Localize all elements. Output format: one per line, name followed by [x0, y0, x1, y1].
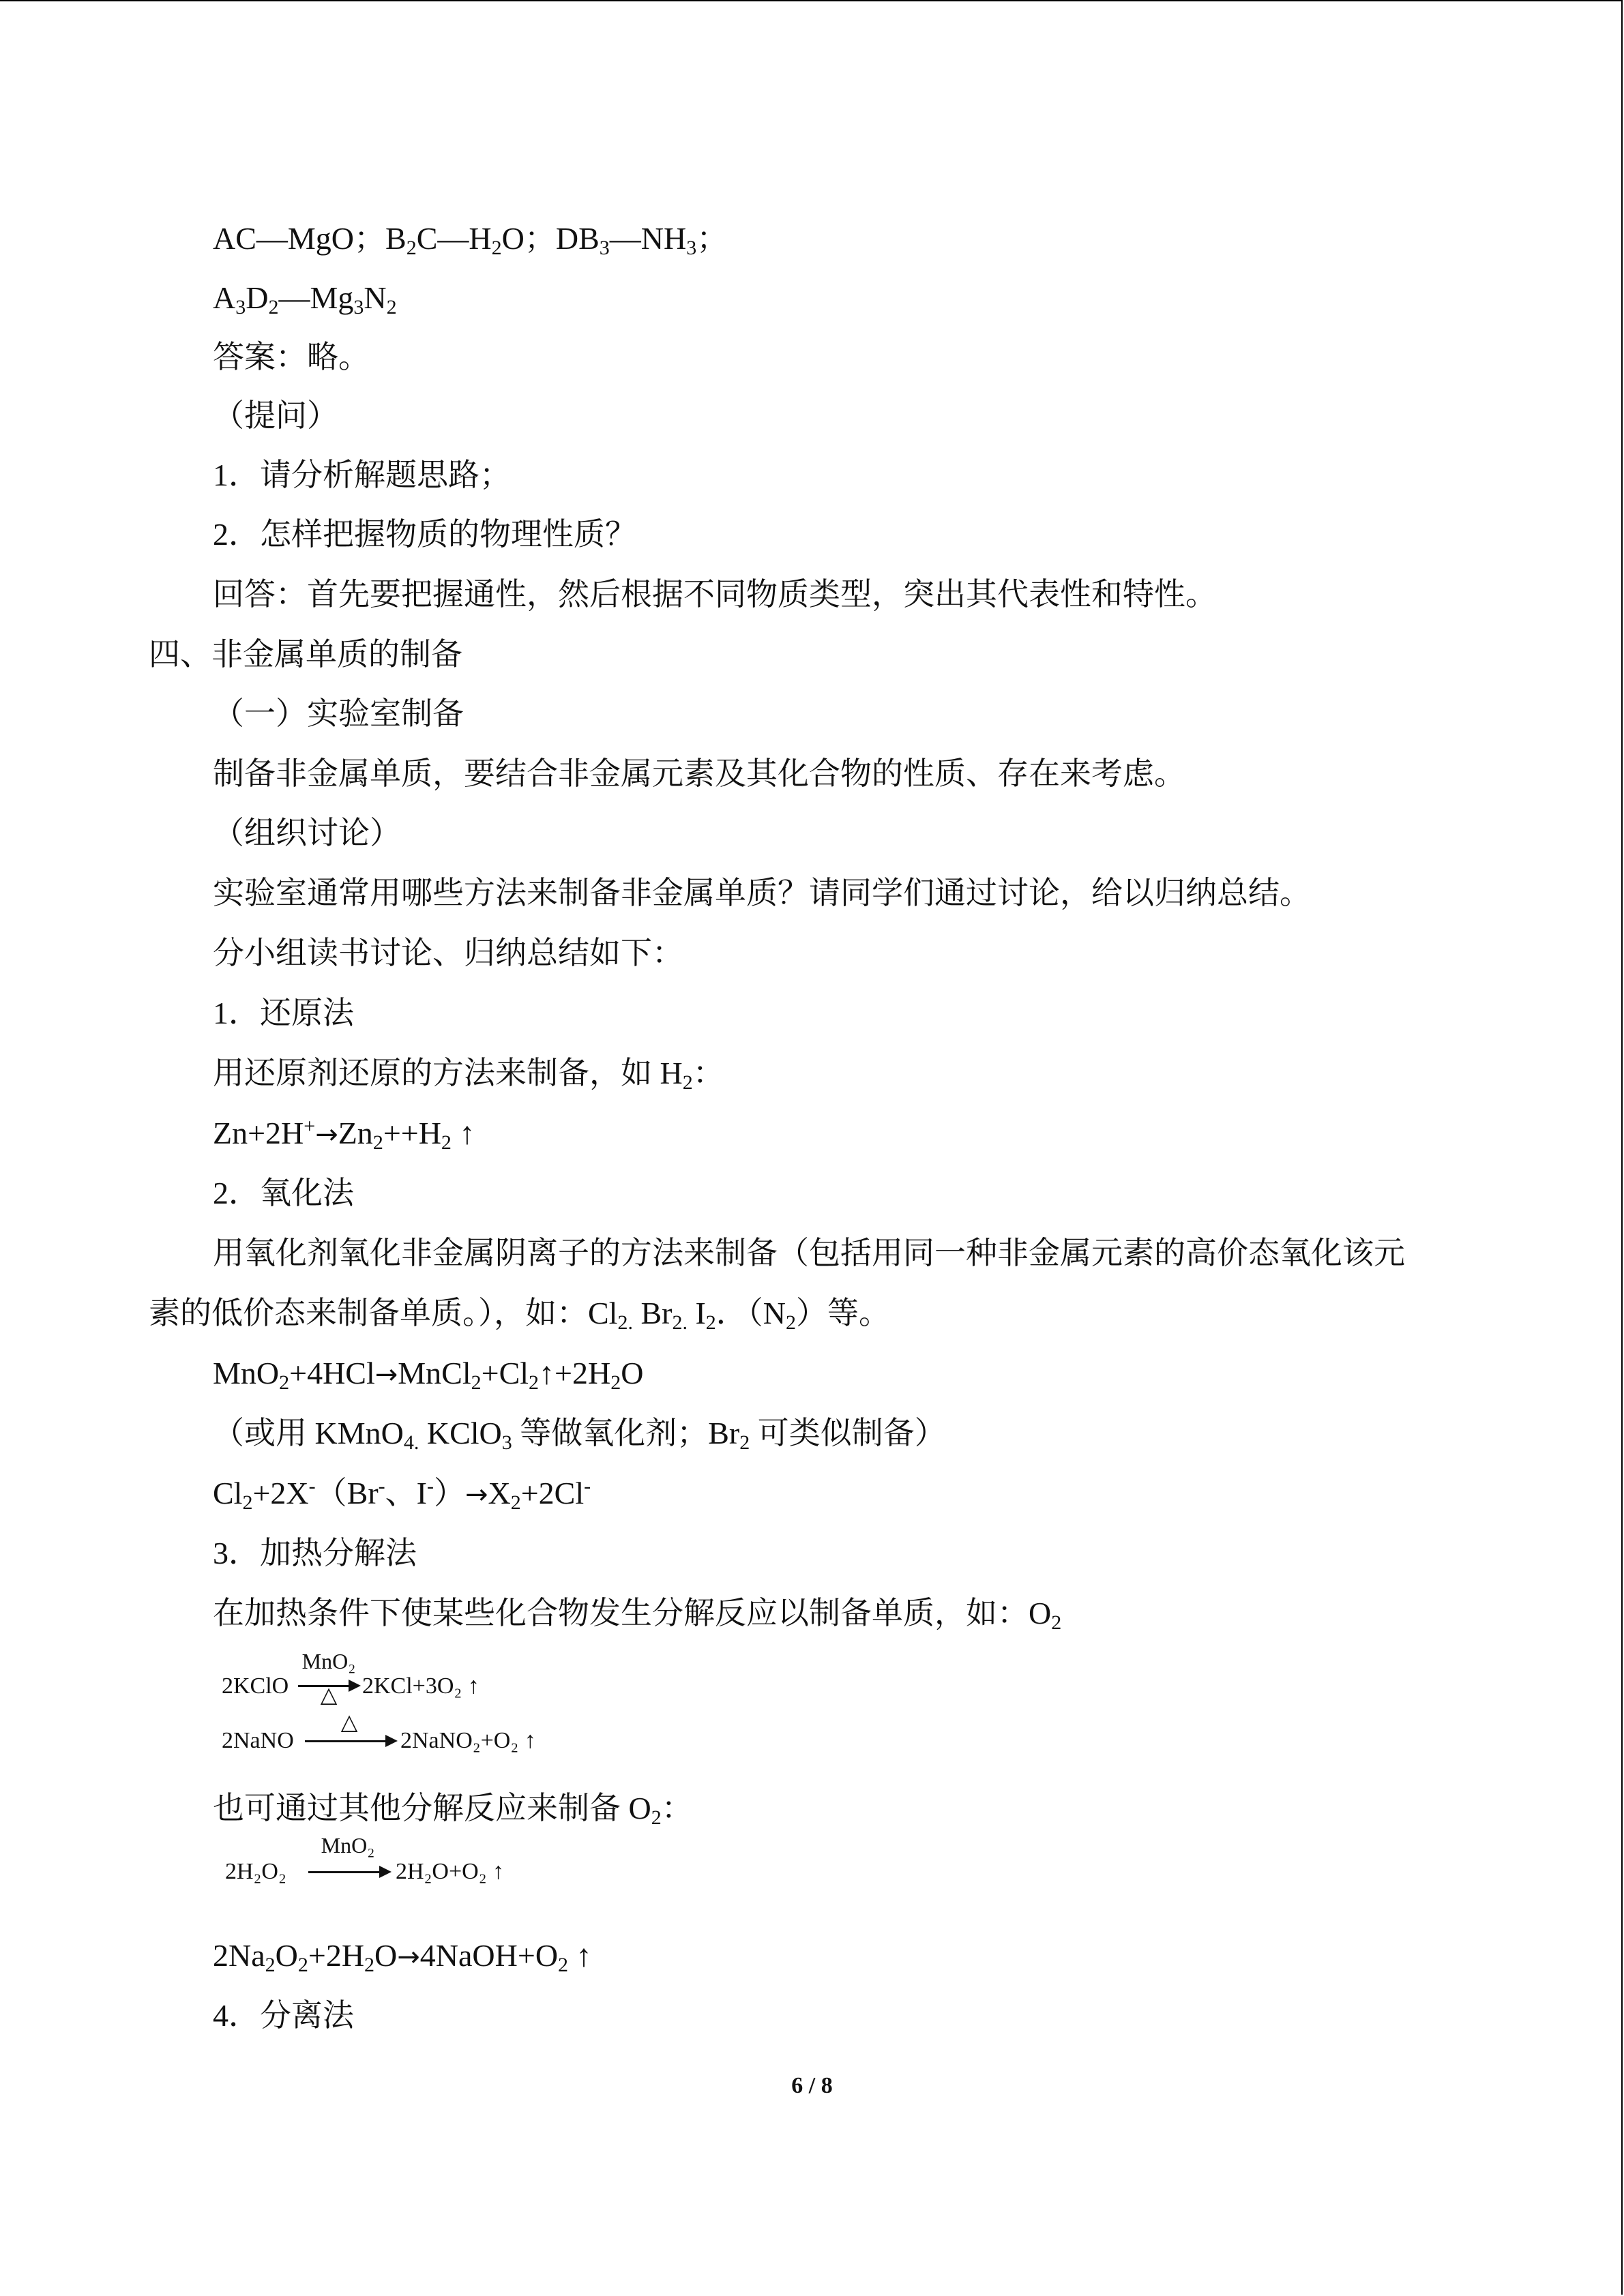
- subscript: 2: [242, 1491, 253, 1514]
- method-heading-2: 2．氧化法: [213, 1176, 354, 1210]
- equation-line: [213, 1473, 591, 1515]
- text: 可类似制备）: [750, 1416, 946, 1450]
- text: O；DB: [501, 221, 600, 256]
- text: ．（N: [715, 1296, 786, 1330]
- answer-line: 答案：略。: [213, 340, 370, 374]
- text: +4HCl: [289, 1356, 375, 1390]
- catalyst-label: MnO₂: [321, 1833, 375, 1858]
- text: +2Cl: [520, 1476, 585, 1510]
- subscript: 2: [510, 1491, 521, 1514]
- text: O: [374, 1938, 398, 1973]
- text: X: [488, 1476, 511, 1510]
- arrow-icon: [385, 1735, 398, 1747]
- subscript: 2: [268, 296, 279, 318]
- subscript: 2: [372, 1131, 383, 1154]
- question-heading: （提问）: [213, 398, 338, 433]
- text: O: [275, 1938, 298, 1973]
- paragraph: 实验室通常用哪些方法来制备非金属单质？请同学们通过讨论，给以归纳总结。: [213, 876, 1311, 910]
- superscript: -: [584, 1475, 591, 1497]
- subscript: 2: [610, 1371, 621, 1394]
- reactant: 2H₂O₂: [225, 1859, 286, 1884]
- question-2: 2．怎样把握物质的物理性质？: [213, 517, 636, 552]
- subscript: 3: [353, 296, 364, 318]
- text: Zn+2H: [213, 1116, 304, 1150]
- paragraph: [213, 1413, 946, 1454]
- formula-line-1: [213, 218, 728, 259]
- arrow-shaft: [308, 1871, 381, 1873]
- text: 4NaOH+O: [419, 1938, 559, 1973]
- text: 2Na: [213, 1938, 265, 1973]
- arrow-icon: →: [464, 1479, 488, 1510]
- arrow-icon: →: [397, 1941, 420, 1973]
- text: ：: [661, 1791, 693, 1825]
- paragraph: 制备非金属单质，要结合非金属元素及其化合物的性质、存在来考虑。: [213, 756, 1185, 791]
- subscript: 2: [739, 1431, 750, 1454]
- reactant: 2NaNO: [222, 1728, 294, 1753]
- text: Br: [632, 1296, 673, 1330]
- text: Zn: [338, 1116, 373, 1150]
- text: AC—MgO；B: [213, 221, 407, 256]
- discussion-heading: （组织讨论）: [213, 816, 401, 850]
- text: C—H: [416, 221, 492, 256]
- text: D: [246, 280, 269, 315]
- subscript: 2: [265, 1954, 276, 1976]
- subscript: 2: [558, 1954, 569, 1976]
- text: ）等。: [796, 1296, 891, 1330]
- arrow-icon: →: [374, 1359, 398, 1390]
- equation-line: [213, 1353, 643, 1395]
- subscript: 2: [364, 1954, 375, 1976]
- subscript: 4.: [403, 1431, 419, 1454]
- formula-line-2: [213, 278, 397, 318]
- paragraph: [213, 1593, 1061, 1634]
- text: （或用 KMnO: [213, 1416, 404, 1450]
- answer-text: 回答：首先要把握通性，然后根据不同物质类型，突出其代表性和特性。: [213, 577, 1217, 612]
- superscript: -: [378, 1475, 385, 1497]
- text: +2X: [252, 1476, 309, 1510]
- subscript: 2: [529, 1371, 540, 1394]
- superscript: -: [426, 1475, 434, 1497]
- subscript: 3: [599, 237, 610, 259]
- equation-line: [213, 1935, 592, 1978]
- page-number: 6 / 8: [791, 2073, 833, 2098]
- text: ）: [433, 1476, 465, 1510]
- equation-image-2: [222, 1709, 576, 1757]
- heat-icon: △: [340, 1710, 358, 1734]
- text: +2H: [308, 1938, 365, 1973]
- subscript: 2: [786, 1311, 797, 1334]
- heat-icon: △: [320, 1682, 338, 1707]
- paragraph: [213, 1788, 693, 1829]
- superscript: -: [308, 1475, 316, 1497]
- equation-line: [213, 1113, 475, 1155]
- text: ；: [696, 221, 728, 256]
- text: ：: [692, 1056, 724, 1090]
- section-heading: 四、非金属单质的制备: [149, 637, 462, 672]
- text: A: [213, 280, 236, 315]
- text: 素的低价态来制备单质。），如：Cl: [149, 1296, 618, 1330]
- equation-image-1: [222, 1649, 535, 1707]
- subscript: 3: [235, 296, 246, 318]
- method-heading-3: 3．加热分解法: [213, 1536, 417, 1570]
- text: ↑+2H: [539, 1356, 611, 1390]
- paragraph: [213, 1053, 724, 1094]
- text: +Cl: [481, 1356, 529, 1390]
- subscript: 2: [491, 237, 502, 259]
- arrow-shaft: [305, 1740, 387, 1742]
- subscript: 2: [682, 1071, 693, 1094]
- text: 等做氧化剂；Br: [512, 1416, 740, 1450]
- text: O: [621, 1356, 644, 1390]
- text: 用还原剂还原的方法来制备，如 H: [213, 1056, 683, 1090]
- text: 也可通过其他分解反应来制备 O: [213, 1791, 651, 1825]
- method-heading-1: 1．还原法: [213, 996, 354, 1030]
- superscript: +: [304, 1115, 316, 1137]
- subscript: 2.: [672, 1311, 688, 1334]
- subscript: 3: [686, 237, 697, 259]
- text: （Br: [315, 1476, 379, 1510]
- text: Cl: [213, 1476, 243, 1510]
- subscript: 2: [651, 1806, 662, 1829]
- equation-image-3: [225, 1833, 552, 1888]
- text: ↑: [451, 1116, 475, 1150]
- catalyst-label: MnO₂: [301, 1649, 356, 1673]
- method-heading-4: 4．分离法: [213, 1998, 354, 2033]
- paragraph: 分小组读书讨论、归纳总结如下：: [213, 936, 683, 970]
- text: 、I: [385, 1476, 427, 1510]
- subscript: 2: [406, 237, 417, 259]
- subscript: 3: [501, 1431, 512, 1454]
- text: ↑: [568, 1938, 592, 1973]
- subscript: 2: [297, 1954, 308, 1976]
- products: 2KCl+3O₂ ↑: [362, 1673, 479, 1699]
- subscript: 2: [279, 1371, 290, 1394]
- text: MnO: [213, 1356, 280, 1390]
- text: 在加热条件下使某些化合物发生分解反应以制备单质，如：O: [213, 1596, 1052, 1630]
- text: —NH: [609, 221, 687, 256]
- text: ++H: [383, 1116, 441, 1150]
- text: I: [687, 1296, 706, 1330]
- question-1: 1．请分析解题思路；: [213, 458, 511, 492]
- arrow-icon: →: [315, 1119, 338, 1150]
- text: KClO: [419, 1416, 502, 1450]
- text: MnCl: [398, 1356, 471, 1390]
- subscript: 2.: [617, 1311, 633, 1334]
- products: 2H₂O+O₂ ↑: [396, 1859, 505, 1884]
- subscript: 2: [705, 1311, 716, 1334]
- subsection-heading: （一）实验室制备: [213, 696, 464, 731]
- paragraph: 用氧化剂氧化非金属阴离子的方法来制备（包括用同一种非金属元素的高价态氧化该元: [213, 1236, 1405, 1270]
- subscript: 2: [441, 1131, 452, 1154]
- arrow-icon: [379, 1866, 392, 1878]
- products: 2NaNO₂+O₂ ↑: [400, 1728, 536, 1753]
- reactant: 2KClO: [222, 1673, 289, 1699]
- text: —Mg: [278, 280, 354, 315]
- text: N: [364, 280, 387, 315]
- subscript: 2: [1051, 1611, 1062, 1634]
- subscript: 2: [471, 1371, 482, 1394]
- paragraph: [149, 1293, 890, 1334]
- subscript: 2: [386, 296, 397, 318]
